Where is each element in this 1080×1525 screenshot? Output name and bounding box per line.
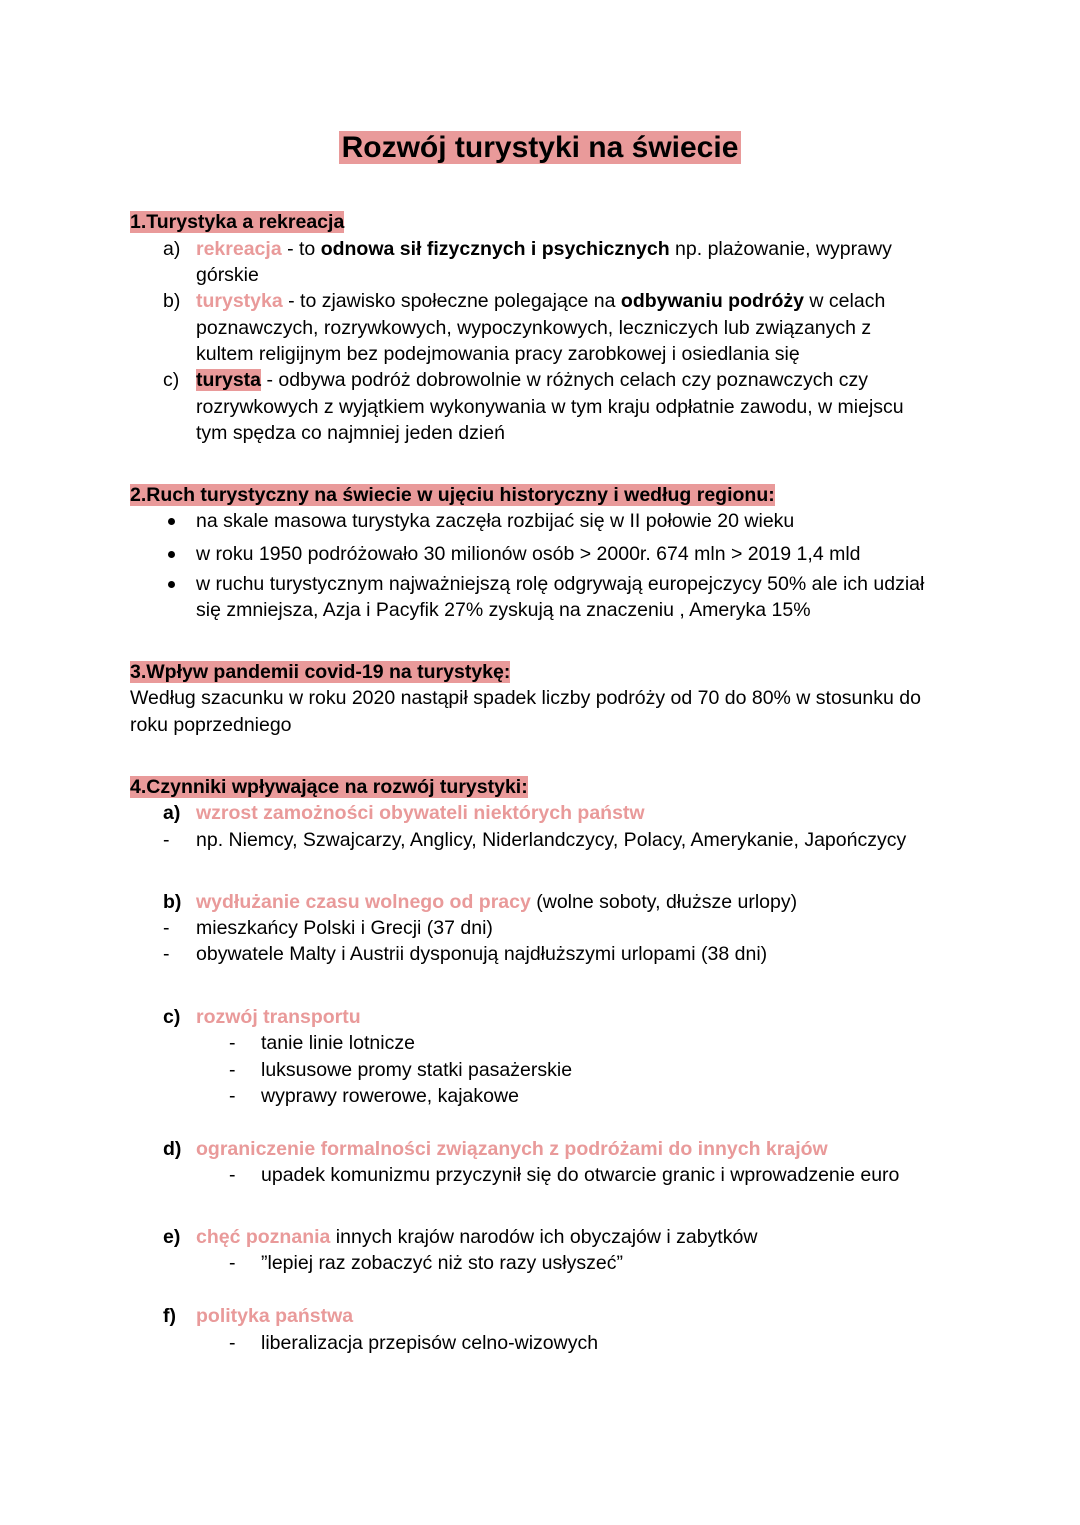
page-title: Rozwój turystyki na świecie bbox=[0, 128, 1080, 168]
s1-item-a-line2: górskie bbox=[196, 264, 259, 286]
s4-item-b: wydłużanie czasu wolnego od pracy (wolne soboty, dłuższe urlopy) bbox=[196, 891, 798, 913]
s4-item-c-detail-3: wyprawy rowerowe, kajakowe bbox=[261, 1085, 519, 1107]
s3-line-1: Według szacunku w roku 2020 nastąpił spadek liczby podróży od 70 do 80% w stosunku do bbox=[130, 687, 921, 709]
s2-bullet-3: w ruchu turystycznym najważniejszą rolę odgrywają europejczycy 50% ale ich udział bbox=[196, 573, 925, 595]
s4-item-e-marker: e) bbox=[163, 1226, 181, 1248]
bullet-icon bbox=[168, 581, 175, 588]
s1-item-b-line2: poznawczych, rozrywkowych, wypoczynkowych, leczniczych lub związanych z bbox=[196, 317, 872, 339]
dash-marker: - bbox=[229, 1085, 236, 1107]
s1-item-c-line3: tym spędza co najmniej jeden dzień bbox=[196, 422, 505, 444]
s4-item-c-detail-2: luksusowe promy statki pasażerskie bbox=[261, 1059, 573, 1081]
s4-item-d-detail-1: upadek komunizmu przyczynił się do otwarcie granic i wprowadzenie euro bbox=[261, 1164, 900, 1186]
dash-marker: - bbox=[163, 917, 170, 939]
s4-item-d-term: ograniczenie formalności związanych z podróżami do innych krajów bbox=[196, 1138, 828, 1160]
s1-item-b-line3: kultem religijnym bez podejmowania pracy zarobkowej i osiedlania się bbox=[196, 343, 800, 365]
s3-line-2: roku poprzedniego bbox=[130, 714, 292, 736]
s4-item-a-term: wzrost zamożności obywateli niektórych państw bbox=[196, 802, 645, 824]
s4-item-b-detail-1: mieszkańcy Polski i Grecji (37 dni) bbox=[196, 917, 493, 939]
dash-marker: - bbox=[229, 1332, 236, 1354]
s2-bullet-3-line2: się zmniejsza, Azja i Pacyfik 27% zyskują na znaczeniu , Ameryka 15% bbox=[196, 599, 811, 621]
bullet-icon bbox=[168, 551, 175, 558]
dash-marker: - bbox=[229, 1059, 236, 1081]
s1-item-b: turystyka - to zjawisko społeczne polegające na odbywaniu podróży w celach bbox=[196, 290, 886, 312]
section-3-heading: 3.Wpływ pandemii covid-19 na turystykę: bbox=[130, 661, 511, 683]
s4-item-f-marker: f) bbox=[163, 1305, 176, 1327]
s4-item-c-marker: c) bbox=[163, 1006, 181, 1028]
s4-item-f-term: polityka państwa bbox=[196, 1305, 354, 1327]
s4-item-c-detail-1: tanie linie lotnicze bbox=[261, 1032, 415, 1054]
s4-item-b-detail-2: obywatele Malty i Austrii dysponują najdłuższymi urlopami (38 dni) bbox=[196, 943, 768, 965]
s4-item-e-detail-1: ”lepiej raz zobaczyć niż sto razy usłyszeć” bbox=[261, 1252, 623, 1274]
s4-item-e: chęć poznania innych krajów narodów ich obyczajów i zabytków bbox=[196, 1226, 758, 1248]
dash-marker: - bbox=[163, 943, 170, 965]
dash-marker: - bbox=[229, 1032, 236, 1054]
s1-item-a-marker: a) bbox=[163, 238, 181, 260]
s4-item-c-term: rozwój transportu bbox=[196, 1006, 361, 1028]
dash-marker: - bbox=[229, 1164, 236, 1186]
s2-bullet-1: na skale masowa turystyka zaczęła rozbijać się w II połowie 20 wieku bbox=[196, 510, 795, 532]
dash-marker: - bbox=[229, 1252, 236, 1274]
s1-item-b-marker: b) bbox=[163, 290, 181, 312]
s2-bullet-2: w roku 1950 podróżowało 30 milionów osób > 2000r. 674 mln > 2019 1,4 mld bbox=[196, 543, 861, 565]
section-1-heading: 1.Turystyka a rekreacja bbox=[130, 211, 345, 233]
section-2-heading: 2.Ruch turystyczny na świecie w ujęciu historyczny i według regionu: bbox=[130, 484, 775, 506]
s1-item-a: rekreacja - to odnowa sił fizycznych i psychicznych np. plażowanie, wyprawy bbox=[196, 238, 892, 260]
dash-marker: - bbox=[163, 829, 170, 851]
s4-item-b-marker: b) bbox=[163, 891, 182, 913]
s4-item-a-marker: a) bbox=[163, 802, 181, 824]
s4-item-d-marker: d) bbox=[163, 1138, 182, 1160]
s4-item-a-detail-1: np. Niemcy, Szwajcarzy, Anglicy, Niderlandczycy, Polacy, Amerykanie, Japończycy bbox=[196, 829, 907, 851]
bullet-icon bbox=[168, 518, 175, 525]
section-4-heading: 4.Czynniki wpływające na rozwój turystyki: bbox=[130, 776, 528, 798]
s1-item-c-line2: rozrywkowych z wyjątkiem wykonywania w tym kraju odpłatnie zawodu, w miejscu bbox=[196, 396, 904, 418]
s1-item-c: turysta - odbywa podróż dobrowolnie w różnych celach czy poznawczych czy bbox=[196, 369, 868, 391]
s1-item-c-marker: c) bbox=[163, 369, 180, 391]
s4-item-f-detail-1: liberalizacja przepisów celno-wizowych bbox=[261, 1332, 599, 1354]
